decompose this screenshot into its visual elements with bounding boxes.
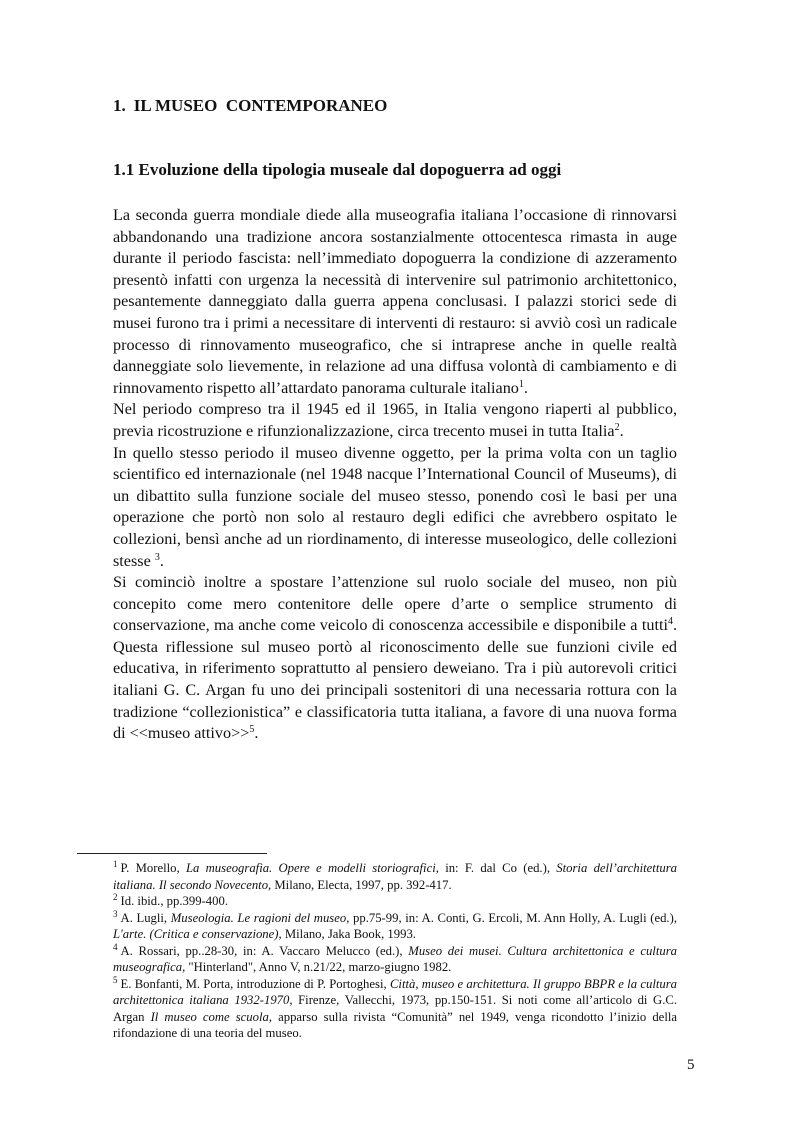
footnote-number: 1	[113, 859, 118, 869]
page-number: 5	[687, 1057, 695, 1073]
footnote-ref-4: 4	[667, 616, 673, 628]
footnote-number: 4	[113, 941, 118, 952]
paragraph-1: La seconda guerra mondiale diede alla museografia italiana l’occasione di rinnovarsi abbandonando una tradizione ancora sostanzialmente ottocentesca rimasta in auge durante il periodo fascista: nell’immediato dopoguerra la condizione di azzeramento presentò infatti con urgenza la necessità di intervenire sul patrimonio architettonico, pesantemente danneggiato dalla guerra appena conclusasi. I palazzi storici sede di musei furono tra i primi a necessitare di interventi di restauro: si avviò così un radicale processo di rinnovamento museografico, che si intraprese anche in quelle realtà danneggiate solo lievemente, in relazione ad una diffusa volontà di cambiamento e di rinnovamento rispetto all’attardato panorama culturale italiano$^1$.	[113, 206, 677, 397]
footnote-ref-1: 1	[518, 378, 524, 390]
footnote-1: $^1$ P. Morello, La museografia. Opere e modelli storiografici, in: F. dal Co (ed.), Storia dell’architettura italiana. Il secondo Novecento, Milano, Electa, 1997, pp. 392-417.	[113, 859, 677, 892]
footnote-separator	[77, 853, 267, 854]
footnote-number: 5	[113, 974, 118, 985]
footnote-number: 3	[113, 908, 118, 919]
footnote-ref-3: 3	[154, 551, 160, 563]
paragraph-3: In quello stesso periodo il museo divenne oggetto, per la prima volta con un taglio scientifico ed internazionale (nel 1948 nacque l’International Council of Museums), di un dibattito sulla funzione sociale del museo stesso, ponendo così le basi per una operazione che portò non solo al restauro degli edifici che avrebbero ospitato le collezioni, bensì anche ad un riordinamento, di interesse museologico, delle collezioni stesse $^3$.	[113, 443, 677, 570]
paragraph-4: Si cominciò inoltre a spostare l’attenzione sul ruolo sociale del museo, non più concepito come mero contenitore delle opere d’arte o semplice strumento di conservazione, ma anche come veicolo di conoscenza accessibile e disponibile a tutti$^4$. Questa riflessione sul museo portò al riconoscimento delle sue funzioni civile ed educativa, in riferimento soprattutto al pensiero deweiano. Tra i più autorevoli critici italiani G. C. Argan fu uno dei principali sostenitori di una necessaria rottura con la tradizione “collezionistica” e classificatoria tutta italiana, a favore di una nuova forma di <<museo attivo>>$^5$.	[113, 573, 677, 743]
section-heading: 1.1 Evoluzione della tipologia museale dal dopoguerra ad oggi	[113, 160, 562, 179]
paragraph-2: Nel periodo compreso tra il 1945 ed il 1965, in Italia vengono riaperti al pubblico, previa ricostruzione e rifunzionalizzazione, circa trecento musei in tutta Italia$^2$.	[113, 400, 677, 440]
body-text	[113, 205, 677, 745]
chapter-title: IL MUSEO CONTEMPORANEO	[133, 96, 388, 115]
footnote-ref-5: 5	[249, 724, 255, 736]
footnote-4: $^4$ A. Rossari, pp..28-30, in: A. Vaccaro Melucco (ed.), Museo dei musei. Cultura architettonica e cultura museografica, "Hinterland", Anno V, n.21/22, marzo-giugno 1982.	[113, 941, 677, 974]
footnotes	[113, 860, 677, 1042]
chapter-number: 1.	[113, 96, 126, 115]
footnote-3: $^3$ A. Lugli, Museologia. Le ragioni del museo, pp.75-99, in: A. Conti, G. Ercoli, M. Ann Holly, A. Lugli (ed.), L'arte. (Critica e conservazione), Milano, Jaka Book, 1993.	[113, 908, 677, 941]
chapter-heading	[113, 96, 387, 116]
footnote-5: $^5$ E. Bonfanti, M. Porta, introduzione di P. Portoghesi, Città, museo e architettura. Il gruppo BBPR e la cultura architettonica italiana 1932-1970, Firenze, Vallecchi, 1973, pp.150-151. Si noti come all’articolo di G.C. Argan Il museo come scuola, apparso sulla rivista “Comunità” nel 1949, venga ricondotto l’inizio della rifondazione di una teoria del museo.	[113, 974, 678, 1040]
footnote-2: $^2$ Id. ibid., pp.399-400.	[113, 892, 228, 908]
footnote-number: 2	[113, 892, 118, 902]
footnote-ref-2: 2	[614, 421, 620, 433]
